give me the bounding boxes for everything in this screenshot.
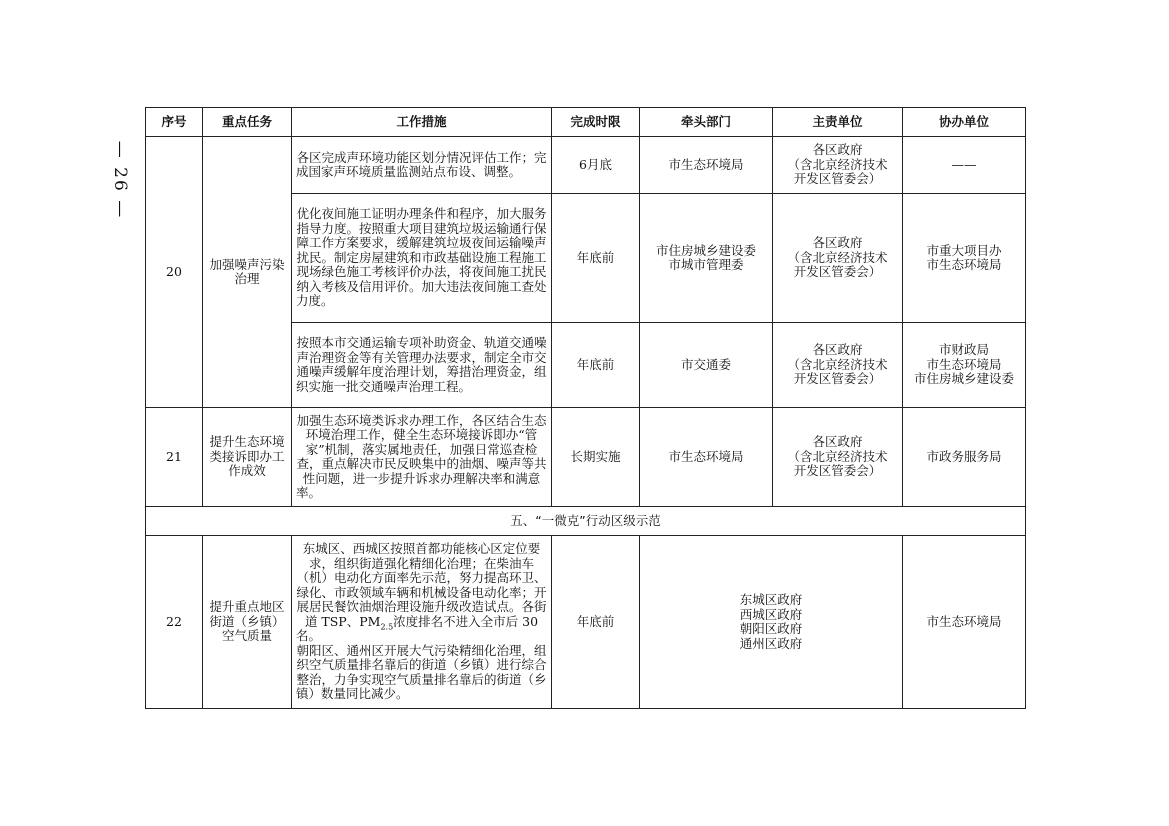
resp-line: 开发区管委会）: [793, 171, 882, 187]
header-measure: 工作措施: [292, 108, 552, 137]
assist-line: 市生态环境局: [926, 356, 1002, 372]
header-lead: 牵头部门: [640, 108, 773, 137]
cell-no: 20: [146, 137, 203, 408]
cell-assist: [903, 323, 1026, 408]
table-row: [146, 408, 1026, 507]
cell-task: 加强噪声污染治理: [203, 137, 292, 408]
resp-line: 各区政府: [812, 235, 863, 251]
cell-resp: [773, 137, 903, 194]
page-number-text: — 26 —: [110, 140, 131, 220]
cell-measure: [292, 536, 552, 709]
resp-line: 开发区管委会）: [793, 264, 882, 280]
cell-task: 提升重点地区街道（乡镇）空气质量: [203, 536, 292, 709]
pm-subscript: 2.5: [380, 622, 394, 632]
assist-line: 市住房城乡建设委: [913, 371, 1014, 387]
resp-line: 各区政府: [812, 342, 863, 358]
cell-lead-resp: [640, 536, 903, 709]
measure-text: 浓度排名不进入全市后 30 名。: [296, 613, 539, 644]
section-title: 五、“一微克”行动区级示范: [146, 507, 1026, 536]
task-table: [145, 107, 1026, 709]
cell-assist: 市政务服务局: [903, 408, 1026, 507]
resp-line: （含北京经济技术: [787, 356, 888, 372]
cell-measure: 加强生态环境类诉求办理工作，各区结合生态环境治理工作，健全生态环境接诉即办“管家”机制，落实属地责任，加强日常巡查检查，重点解决市民反映集中的油烟、噪声等共性问题，进一步提升诉求办理解决率和满意率。: [292, 408, 552, 507]
cell-resp: [773, 408, 903, 507]
cell-assist: [903, 194, 1026, 323]
resp-line: （含北京经济技术: [787, 249, 888, 265]
cell-deadline: 年底前: [552, 323, 640, 408]
cell-deadline: 年底前: [552, 194, 640, 323]
resp-line: （含北京经济技术: [787, 448, 888, 464]
district-line: 东城区政府: [739, 592, 803, 607]
assist-line: 市重大项目办: [926, 242, 1002, 258]
resp-line: 开发区管委会）: [793, 463, 882, 479]
cell-deadline: 6月底: [552, 137, 640, 194]
cell-no: 21: [146, 408, 203, 507]
page-number: [105, 135, 135, 225]
cell-no: 22: [146, 536, 203, 709]
cell-assist: ——: [903, 137, 1026, 194]
header-deadline: 完成时限: [552, 108, 640, 137]
district-line: 朝阳区政府: [739, 621, 803, 636]
header-resp: 主责单位: [773, 108, 903, 137]
table-row: [146, 536, 1026, 709]
cell-task: 提升生态环境类接诉即办工作成效: [203, 408, 292, 507]
assist-line: 市生态环境局: [926, 257, 1002, 272]
lead-line: 市城市管理委: [668, 257, 744, 272]
cell-lead: 市交通委: [640, 323, 773, 408]
section-row: [146, 507, 1026, 536]
lead-line: 市住房城乡建设委: [655, 242, 756, 258]
cell-measure: 优化夜间施工证明办理条件和程序，加大服务指导力度。按照重大项目建筑垃圾运输通行保障工作方案要求，缓解建筑垃圾夜间运输噪声扰民。制定房屋建筑和市政基础设施工程施工现场绿色施工考核评价办法，将夜间施工扰民纳入考核及信用评价。加大违法夜间施工查处力度。: [292, 194, 552, 323]
cell-assist: 市生态环境局: [903, 536, 1026, 709]
cell-measure: 按照本市交通运输专项补助资金、轨道交通噪声治理资金等有关管理办法要求，制定全市交通噪声缓解年度治理计划，筹措治理资金，组织实施一批交通噪声治理工程。: [292, 323, 552, 408]
cell-resp: [773, 323, 903, 408]
resp-line: （含北京经济技术: [787, 156, 888, 172]
measure-text: 东城区、西城区按照首都功能核心区定位要求，组织街道强化精细化治理；在柴油车（机）电动化方面率先示范，努力提高环卫、绿化、市政领域车辆和机械设备电动化率；开展居民餐饮油烟治理设施升级改造试点。各街道 TSP、PM: [296, 541, 547, 629]
cell-measure: 各区完成声环境功能区划分情况评估工作；完成国家声环境质量监测站点布设、调整。: [292, 137, 552, 194]
cell-resp: [773, 194, 903, 323]
header-row: [146, 108, 1026, 137]
district-line: 西城区政府: [739, 606, 803, 622]
cell-deadline: 长期实施: [552, 408, 640, 507]
measure-text: 朝阳区、通州区开展大气污染精细化治理，组织空气质量排名靠后的街道（乡镇）进行综合整治，力争实现空气质量排名靠后的街道（乡镇）数量同比减少。: [296, 642, 547, 702]
resp-line: 开发区管委会）: [793, 371, 882, 387]
table-row: [146, 137, 1026, 194]
cell-lead: [640, 194, 773, 323]
header-task: 重点任务: [203, 108, 292, 137]
cell-lead: 市生态环境局: [640, 137, 773, 194]
cell-lead: 市生态环境局: [640, 408, 773, 507]
assist-line: 市财政局: [938, 342, 989, 358]
resp-line: 各区政府: [812, 434, 863, 450]
cell-deadline: 年底前: [552, 536, 640, 709]
resp-line: 各区政府: [812, 142, 863, 158]
header-assist: 协办单位: [903, 108, 1026, 137]
header-no: 序号: [146, 108, 203, 137]
district-line: 通州区政府: [739, 635, 803, 651]
